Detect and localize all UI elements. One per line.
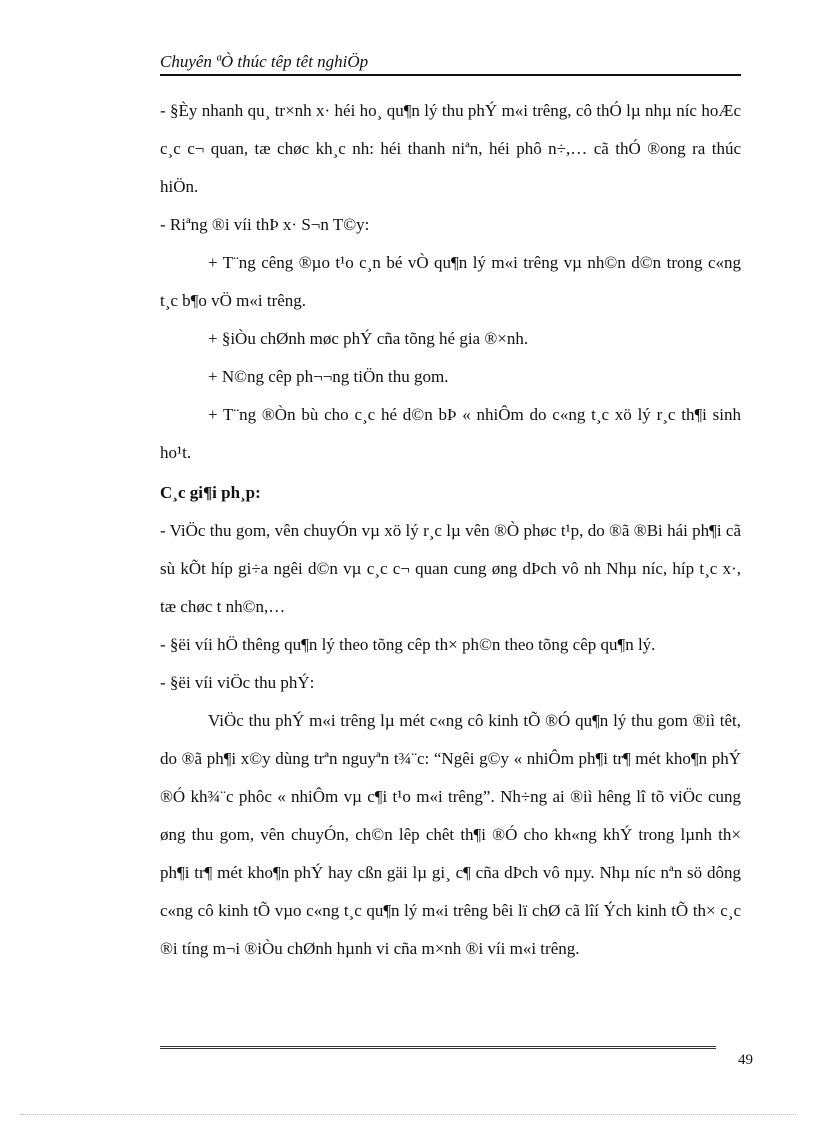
paragraph: - Riªng ®i víi thÞ x· S¬n T©y: <box>160 215 370 234</box>
paragraph: - §ëi víi viÖc thu phÝ: <box>160 673 315 692</box>
paragraph: ViÖc thu phÝ m«i trêng lµ mét c«ng cô kinh tÕ ®Ó qu¶n lý thu gom ®iì têt, do ®ã ph¶i x©y dùng trªn nguyªn t¾¨c: “Ngêi g©y « nhiÔm ph¶i tr¶ mét kho¶n phÝ ®Ó kh¾¨c phôc « nhiÔm vµ c¶i t¹o m«i trêng”. Nh÷ng ai ®iì hêng lî tõ viÖc cung øng thu gom, vên chuyÓn, ch©n lêp chêt th¶i ®Ó cho kh«ng khÝ trong lµnh th× ph¶i tr¶ mét kho¶n phÝ hay cßn gäi lµ gi¸ c¶ cña dÞch vô nµy. Nhµ níc nªn sö dông c«ng cô kinh tÕ vµo c«ng t¸c qu¶n lý m«i trêng bêi lï chØ cã lîí Ých kinh tÕ th× c¸c ®i tíng m¬i ®iÒu chØnh hµnh vi cña m×nh ®i víi m«i trêng. <box>160 711 741 958</box>
header-rule <box>160 74 741 76</box>
paragraph: - §ëi víi hÖ thêng qu¶n lý theo tõng cêp th× ph©n theo tõng cêp qu¶n lý. <box>160 635 656 654</box>
running-header: Chuyên ªÒ thúc têp têt nghiÖp <box>160 52 369 71</box>
page-edge-divider <box>20 1114 796 1115</box>
paragraph: + T¨ng cêng ®µo t¹o c¸n bé vÒ qu¶n lý m«i trêng vµ nh©n d©n trong c«ng t¸c b¶o vÖ m«i trêng. <box>160 253 741 310</box>
page-number: 49 <box>738 1052 753 1068</box>
section-heading: C¸c gi¶i ph¸p: <box>160 483 261 502</box>
paragraph: + T¨ng ®Òn bù cho c¸c hé d©n bÞ « nhiÔm do c«ng t¸c xö lý r¸c th¶i sinh ho¹t. <box>160 405 741 462</box>
footer-rule <box>160 1046 716 1049</box>
paragraph: - ViÖc thu gom, vên chuyÓn vµ xö lý r¸c lµ vên ®Ò phøc t¹p, do ®ã ®Bi hái ph¶i cã sù kÕt híp gi÷a ngêi d©n vµ c¸c c¬ quan cung øng dÞch vô nh Nhµ níc, híp t¸c x·, tæ chøc t nh©n,… <box>160 521 741 616</box>
paragraph: + N©ng cêp ph¬¬ng tiÖn thu gom. <box>208 367 449 386</box>
paragraph: + §iÒu chØnh møc phÝ cña tõng hé gia ®×nh. <box>208 329 529 348</box>
document-body <box>160 92 741 968</box>
paragraph: - §Èy nhanh qu¸ tr×nh x· héi ho¸ qu¶n lý thu phÝ m«i trêng, cô thÓ lµ nhµ níc hoÆc c¸c c¬ quan, tæ chøc kh¸c nh: héi thanh niªn, héi phô n÷,… cã thÓ ®ong ra thúc hiÖn. <box>160 101 741 196</box>
